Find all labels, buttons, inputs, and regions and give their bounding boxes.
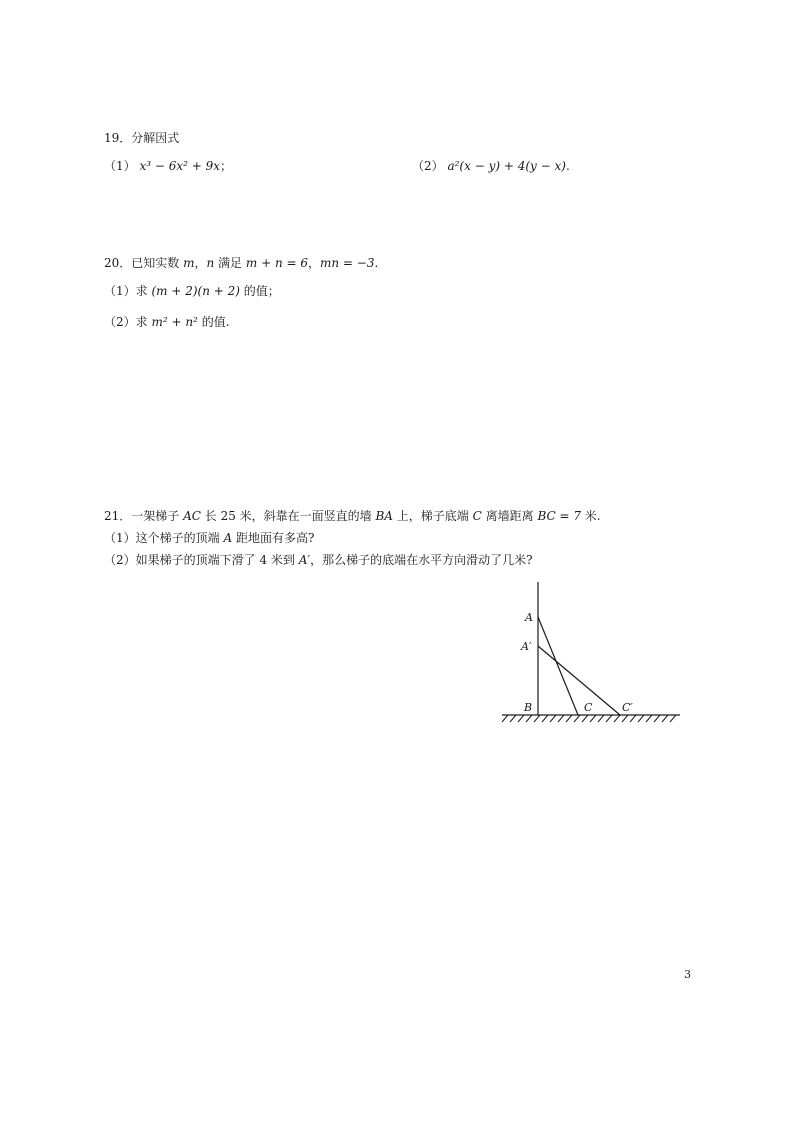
q21-stem-a: 21．一架梯子 <box>104 509 184 523</box>
q20-separator: ， <box>307 256 320 270</box>
hatch-mark <box>510 715 516 722</box>
q21-stem-d: 离墙距离 <box>481 509 538 523</box>
q20-stem-end: . <box>374 256 379 270</box>
hatch-mark <box>606 715 612 722</box>
hatch-mark <box>558 715 564 722</box>
q19-part1-label: （1） <box>104 159 136 173</box>
q21-var-ba: BA <box>375 509 393 523</box>
q20-comma: ， <box>194 256 207 270</box>
q20-stem <box>104 255 378 271</box>
q21-part2-a: （2）如果梯子的顶端下滑了 4 米到 <box>104 553 299 567</box>
q19-part2 <box>412 158 570 174</box>
page-number: 3 <box>684 968 691 981</box>
hatch-mark <box>590 715 596 722</box>
q20-var-n: n <box>206 256 215 270</box>
hatch-mark <box>622 715 628 722</box>
ladder-figure <box>498 578 684 726</box>
hatch-mark <box>638 715 644 722</box>
q21-part1-a: （1）这个梯子的顶端 <box>104 531 224 545</box>
label-c: C <box>584 701 593 714</box>
ground-hatching <box>502 715 676 722</box>
q21-stem <box>104 508 601 524</box>
hatch-mark <box>550 715 556 722</box>
q19-part1-end: ； <box>220 159 233 173</box>
q20-stem-a: 20．已知实数 <box>104 256 184 270</box>
q19-part1 <box>104 158 232 174</box>
q21-var-ac: AC <box>183 509 201 523</box>
q21-part2 <box>104 552 533 568</box>
q21-var-bc: BC = 7 <box>537 509 581 523</box>
q21-part1-b: 距地面有多高? <box>232 531 315 545</box>
q20-part1-end: 的值； <box>239 284 280 298</box>
hatch-mark <box>662 715 668 722</box>
q20-condition-1: m + n = 6 <box>245 256 308 270</box>
q19-title <box>104 130 179 146</box>
q20-part1-label: （1）求 <box>104 284 152 298</box>
q20-part2-label: （2）求 <box>104 315 152 329</box>
hatch-mark <box>598 715 604 722</box>
hatch-mark <box>574 715 580 722</box>
q19-part1-expression: x³ − 6x² + 9x <box>139 159 221 173</box>
hatch-mark <box>630 715 636 722</box>
q20-part1-expression: (m + 2)(n + 2) <box>151 284 240 298</box>
hatch-mark <box>518 715 524 722</box>
hatch-mark <box>654 715 660 722</box>
hatch-mark <box>670 715 676 722</box>
q21-stem-e: 米. <box>580 509 601 523</box>
q21-var-c: C <box>472 509 482 523</box>
q19-title-text: 19．分解因式 <box>104 131 180 145</box>
q21-part1 <box>104 530 314 546</box>
q19-part2-expression: a²(x − y) + 4(y − x) <box>447 159 566 173</box>
q21-part2-var: A′ <box>298 553 311 567</box>
q20-part2-end: 的值. <box>197 315 230 329</box>
q19-part2-end: . <box>565 159 570 173</box>
label-b: B <box>524 701 533 714</box>
q21-part1-var: A <box>223 531 233 545</box>
ladder-original <box>538 617 578 715</box>
label-a: A <box>525 611 533 624</box>
label-a-prime: A′ <box>521 640 532 653</box>
q21-stem-b: 长 25 米，斜靠在一面竖直的墙 <box>200 509 376 523</box>
q19-part2-label: （2） <box>412 159 444 173</box>
hatch-mark <box>526 715 532 722</box>
hatch-mark <box>542 715 548 722</box>
label-c-prime: C′ <box>622 701 633 714</box>
q21-part2-b: ，那么梯子的底端在水平方向滑动了几米? <box>310 553 533 567</box>
hatch-mark <box>502 715 508 722</box>
ladder-slid <box>538 646 620 715</box>
q20-part1 <box>104 283 280 299</box>
q20-part2 <box>104 314 230 330</box>
q20-condition-2: mn = −3 <box>320 256 375 270</box>
hatch-mark <box>614 715 620 722</box>
hatch-mark <box>566 715 572 722</box>
hatch-mark <box>534 715 540 722</box>
q20-var-m: m <box>183 256 195 270</box>
q21-stem-c: 上，梯子底端 <box>392 509 473 523</box>
q20-part2-expression: m² + n² <box>151 315 198 329</box>
hatch-mark <box>646 715 652 722</box>
q20-stem-b: 满足 <box>214 256 246 270</box>
hatch-mark <box>582 715 588 722</box>
